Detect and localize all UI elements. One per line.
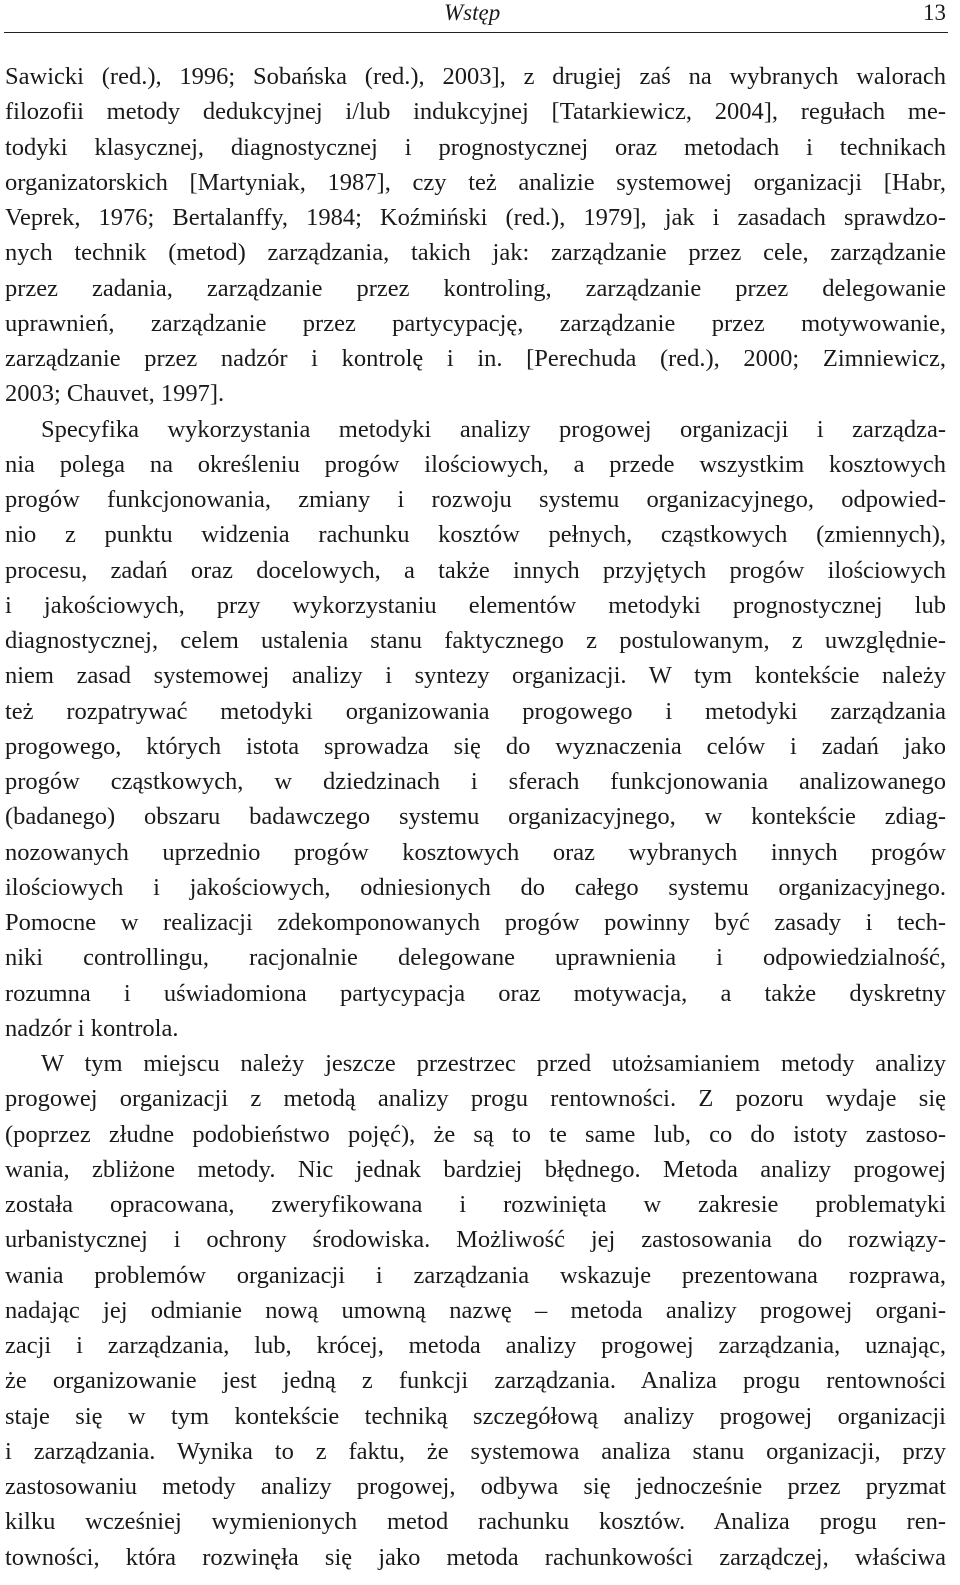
text-line: Veprek, 1976; Bertalanffy, 1984; Koźmiński (red.), 1979], jak i zasadach sprawdzo- xyxy=(5,204,946,231)
header-rule xyxy=(4,32,948,33)
text-line: Pomocne w realizacji zdekomponowanych progów powinny być zasady i tech- xyxy=(5,909,946,936)
text-line: nia polega na określeniu progów ilościowych, a przede wszystkim kosztowych xyxy=(5,450,946,478)
text-line: i jakościowych, przy wykorzystaniu elementów metodyki prognostycznej lub xyxy=(5,591,946,619)
text-line: Specyfika wykorzystania metodyki analizy progowej organizacji i zarządza- xyxy=(41,415,946,443)
paragraph xyxy=(5,412,946,1047)
text-line: todyki klasycznej, diagnostycznej i prognostycznej oraz metodach i technikach xyxy=(5,133,946,161)
text-line: nadzór i kontrola. xyxy=(5,1014,179,1042)
text-line: zastosowaniu metody analizy progowej, odbywa się jednocześnie przez pryzmat xyxy=(5,1473,946,1500)
text-line: przez zadania, zarządzanie przez kontroling, zarządzanie przez delegowanie xyxy=(5,274,946,302)
text-line: zarządzanie przez nadzór i kontrolę i in. [Perechuda (red.), 2000; Zimniewicz, xyxy=(5,345,946,372)
text-line: diagnostycznej, celem ustalenia stanu faktycznego z postulowanym, z uwzględnie- xyxy=(5,627,946,654)
text-line: nych technik (metod) zarządzania, takich jak: zarządzanie przez cele, zarządzanie xyxy=(5,239,946,267)
text-line: zacji i zarządzania, lub, krócej, metoda analizy progowej zarządzania, uznając, xyxy=(5,1332,946,1359)
text-line: została opracowana, zweryfikowana i rozwinięta w zakresie problematyki xyxy=(5,1191,946,1218)
page-header xyxy=(0,0,960,34)
text-line: niki controllingu, racjonalnie delegowane uprawnienia i odpowiedzialność, xyxy=(5,944,946,972)
text-line: W tym miejscu należy jeszcze przestrzec przed utożsamianiem metody analizy xyxy=(41,1050,946,1077)
text-line: że organizowanie jest jedną z funkcji zarządzania. Analiza progu rentowności xyxy=(5,1367,946,1395)
text-line: uprawnień, zarządzanie przez partycypację, zarządzanie przez motywowanie, xyxy=(5,309,946,337)
text-line: organizatorskich [Martyniak, 1987], czy też analizie systemowej organizacji [Habr, xyxy=(5,168,946,196)
text-line: kilku wcześniej wymienionych metod rachunku kosztów. Analiza progu ren- xyxy=(5,1508,946,1536)
text-line: Sawicki (red.), 1996; Sobańska (red.), 2003], z drugiej zaś na wybranych walorach xyxy=(5,63,946,90)
text-line: wania, zbliżone metody. Nic jednak bardziej błędnego. Metoda analizy progowej xyxy=(5,1155,946,1183)
text-line: też rozpatrywać metodyki organizowania progowego i metodyki zarządzania xyxy=(5,697,946,725)
text-line: i zarządzania. Wynika to z faktu, że systemowa analiza stanu organizacji, przy xyxy=(5,1437,946,1465)
text-line: nadając jej odmianie nową umowną nazwę – metoda analizy progowej organi- xyxy=(5,1296,946,1324)
text-line: progów funkcjonowania, zmiany i rozwoju systemu organizacyjnego, odpowied- xyxy=(5,486,946,513)
text-line: wania problemów organizacji i zarządzania wskazuje prezentowana rozprawa, xyxy=(5,1261,946,1289)
text-line: nio z punktu widzenia rachunku kosztów pełnych, cząstkowych (zmiennych), xyxy=(5,521,946,549)
text-line: urbanistycznej i ochrony środowiska. Możliwość jej zastosowania do rozwiązy- xyxy=(5,1226,946,1254)
text-line: ilościowych i jakościowych, odniesionych do całego systemu organizacyjnego. xyxy=(5,873,946,901)
body-text xyxy=(5,59,946,1575)
text-line: (badanego) obszaru badawczego systemu organizacyjnego, w kontekście zdiag- xyxy=(5,803,946,831)
text-line: 2003; Chauvet, 1997]. xyxy=(5,380,225,408)
text-line: niem zasad systemowej analizy i syntezy organizacji. W tym kontekście należy xyxy=(5,662,946,690)
paragraph xyxy=(5,1046,946,1575)
paragraph xyxy=(5,59,946,412)
page-number: 13 xyxy=(923,0,946,25)
text-line: progów cząstkowych, w dziedzinach i sferach funkcjonowania analizowanego xyxy=(5,768,946,795)
text-line: procesu, zadań oraz docelowych, a także innych przyjętych progów ilościowych xyxy=(5,556,946,584)
running-head: Wstęp xyxy=(444,0,501,25)
text-line: filozofii metody dedukcyjnej i/lub indukcyjnej [Tatarkiewicz, 2004], regułach me- xyxy=(5,98,946,126)
text-line: (poprzez złudne podobieństwo pojęć), że są to te same lub, co do istoty zastoso- xyxy=(5,1120,946,1148)
text-line: towności, która rozwinęła się jako metoda rachunkowości zarządczej, właściwa xyxy=(5,1543,946,1571)
text-line: staje się w tym kontekście techniką szczegółową analizy progowej organizacji xyxy=(5,1402,946,1430)
text-line: nozowanych uprzednio progów kosztowych oraz wybranych innych progów xyxy=(5,838,946,866)
text-line: rozumna i uświadomiona partycypacja oraz motywacja, a także dyskretny xyxy=(5,979,946,1007)
text-line: progowego, których istota sprowadza się do wyznaczenia celów i zadań jako xyxy=(5,732,946,760)
text-line: progowej organizacji z metodą analizy progu rentowności. Z pozoru wydaje się xyxy=(5,1085,946,1113)
